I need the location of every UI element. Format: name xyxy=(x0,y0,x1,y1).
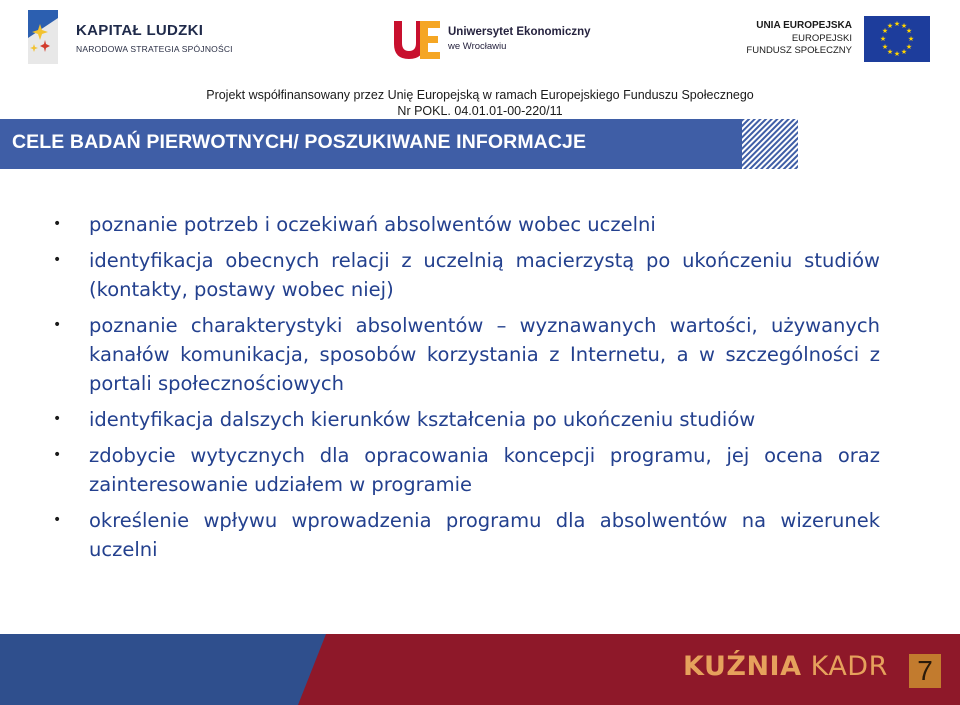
bullet-dot-icon: • xyxy=(53,252,62,268)
university-logo xyxy=(392,17,592,63)
svg-text:★: ★ xyxy=(886,22,894,30)
project-number-line: Nr POKL. 04.01.01-00-220/11 xyxy=(397,104,563,118)
bullet-dot-icon: • xyxy=(53,317,62,333)
bullet-list xyxy=(50,210,880,564)
kapital-ludzki-title: KAPITAŁ LUDZKI xyxy=(76,22,204,39)
university-emblem-icon xyxy=(392,17,442,63)
university-name-line2: we Wrocławiu xyxy=(448,41,507,52)
svg-text:★: ★ xyxy=(905,43,913,51)
bullet-dot-icon: • xyxy=(53,512,62,528)
banner-stripes-decoration xyxy=(742,119,798,169)
bullet-dot-icon: • xyxy=(53,216,62,232)
svg-text:★: ★ xyxy=(893,50,901,58)
svg-text:★: ★ xyxy=(893,20,901,28)
bullet-text: poznanie charakterystyki absolwentów – wyznawanych wartości, używanych kanałów komunikacja, sposobów korzystania z Internetu, a w szczególności z portali społecznościowych xyxy=(89,314,880,395)
bullet-text: określenie wpływu wprowadzenia programu dla absolwentów na wizerunek uczelni xyxy=(89,509,880,561)
eu-line2: EUROPEJSKI xyxy=(791,32,852,44)
eu-text xyxy=(746,20,852,58)
project-funding-line: Projekt współfinansowany przez Unię Europejską w ramach Europejskiego Funduszu Społecznego xyxy=(206,88,754,102)
svg-text:★: ★ xyxy=(900,48,908,56)
svg-text:★: ★ xyxy=(881,43,889,51)
bullet-item xyxy=(50,210,880,239)
eu-flag-icon xyxy=(864,16,930,62)
eu-line3: FUNDUSZ SPOŁECZNY xyxy=(746,45,852,56)
university-name-line1: Uniwersytet Ekonomiczny xyxy=(448,26,591,38)
svg-text:★: ★ xyxy=(881,27,889,35)
bullet-dot-icon: • xyxy=(53,411,62,427)
bullet-item xyxy=(50,441,880,499)
bullet-item xyxy=(50,311,880,398)
bullet-text: identyfikacja obecnych relacji z uczelnią macierzystą po ukończeniu studiów (kontakty, postawy wobec niej) xyxy=(89,249,880,301)
svg-text:★: ★ xyxy=(907,35,915,43)
kuznia-kadr-brand xyxy=(683,651,888,682)
bullet-text: identyfikacja dalszych kierunków kształcenia po ukończeniu studiów xyxy=(89,408,756,431)
eu-line1: UNIA EUROPEJSKA xyxy=(756,20,852,31)
svg-text:★: ★ xyxy=(879,35,887,43)
svg-text:★: ★ xyxy=(886,48,894,56)
kapital-ludzki-emblem-icon xyxy=(26,8,66,66)
slide-title: CELE BADAŃ PIERWOTNYCH/ POSZUKIWANE INFORMACJE xyxy=(12,131,587,153)
bullet-item xyxy=(50,246,880,304)
bullet-dot-icon: • xyxy=(53,447,62,463)
bullet-text: zdobycie wytycznych dla opracowania koncepcji programu, jej ocena oraz zainteresowanie udziałem w programie xyxy=(89,444,880,496)
svg-text:★: ★ xyxy=(900,22,908,30)
brand-bold: KUŹNIA xyxy=(683,651,802,682)
kapital-ludzki-subtitle: NARODOWA STRATEGIA SPÓJNOŚCI xyxy=(76,44,233,54)
kapital-ludzki-logo xyxy=(26,8,246,66)
eu-logo xyxy=(740,16,930,66)
bullet-text: poznanie potrzeb i oczekiwań absolwentów wobec uczelni xyxy=(89,213,656,236)
bullet-content xyxy=(50,210,880,571)
page-number: 7 xyxy=(909,654,941,688)
bullet-item xyxy=(50,506,880,564)
svg-text:★: ★ xyxy=(905,27,913,35)
brand-light: KADR xyxy=(810,651,888,682)
bullet-item xyxy=(50,405,880,434)
